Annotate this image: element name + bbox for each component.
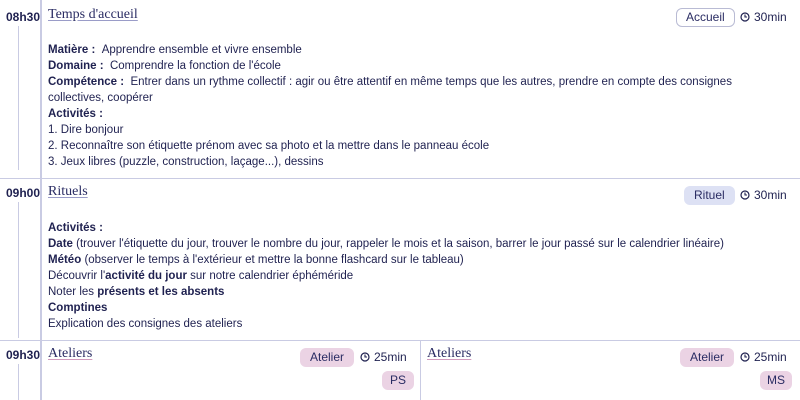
activity-item: 1. Dire bonjour — [48, 124, 124, 136]
slot-details — [48, 220, 788, 332]
matiere-value: Apprendre ensemble et vivre ensemble — [101, 44, 302, 56]
slot-details — [48, 42, 788, 170]
clock-icon — [740, 190, 750, 200]
activites-label: Activités : — [48, 108, 103, 120]
clock-icon — [740, 352, 750, 362]
decouvrir-text: Découvrir l' — [48, 270, 106, 282]
column-separator — [420, 340, 421, 400]
slot-title-link[interactable]: Temps d'accueil — [48, 7, 138, 22]
noter-bold: présents et les absents — [97, 286, 225, 298]
slot-time: 08h30 — [6, 10, 41, 24]
explication-text: Explication des consignes des ateliers — [48, 318, 243, 330]
duration — [360, 350, 407, 364]
category-badge: Atelier — [300, 348, 354, 367]
meteo-text: (observer le temps à l'extérieur et mettre la bonne flashcard sur le tableau) — [84, 254, 464, 266]
category-badge: Accueil — [676, 8, 735, 27]
timeline-tick — [18, 364, 19, 400]
activity-item: 3. Jeux libres (puzzle, construction, laçage...), dessins — [48, 156, 324, 168]
slot-time: 09h30 — [6, 348, 41, 362]
noter-text: Noter les — [48, 286, 95, 298]
clock-icon — [740, 12, 750, 22]
domaine-value: Comprendre la fonction de l'école — [109, 60, 281, 72]
timeline-tick — [18, 202, 19, 338]
category-badge: Rituel — [684, 186, 735, 205]
duration-label: 25min — [374, 350, 407, 364]
duration — [740, 10, 787, 24]
duration — [740, 188, 787, 202]
slot-title-link[interactable]: Ateliers — [48, 346, 93, 361]
activity-item: 2. Reconnaître son étiquette prénom avec sa photo et la mettre dans le panneau école — [48, 140, 490, 152]
duration-label: 30min — [754, 188, 787, 202]
decouvrir-bold: activité du jour — [105, 270, 187, 282]
slot-title-link[interactable]: Ateliers — [427, 346, 472, 361]
date-text: (trouver l'étiquette du jour, trouver le nombre du jour, rappeler le mois et la saison, barrer le jour passé sur le calendrier linéaire) — [76, 238, 724, 250]
row-separator — [0, 178, 800, 179]
row-separator — [0, 340, 800, 341]
duration — [740, 350, 787, 364]
decouvrir-rest: sur notre calendrier éphéméride — [190, 270, 354, 282]
duration-label: 30min — [754, 10, 787, 24]
category-badge: Atelier — [680, 348, 734, 367]
activites-label: Activités : — [48, 222, 103, 234]
competence-label: Compétence : — [48, 76, 125, 88]
timeline-tick — [18, 26, 19, 170]
date-label: Date — [48, 238, 73, 250]
comptines-label: Comptines — [48, 302, 108, 314]
matiere-label: Matière : — [48, 44, 96, 56]
level-badge: PS — [382, 371, 414, 390]
slot-time: 09h00 — [6, 186, 41, 200]
slot-title-link[interactable]: Rituels — [48, 184, 88, 199]
clock-icon — [360, 352, 370, 362]
domaine-label: Domaine : — [48, 60, 104, 72]
meteo-label: Météo — [48, 254, 82, 266]
duration-label: 25min — [754, 350, 787, 364]
level-badge: MS — [760, 371, 792, 390]
competence-value: Entrer dans un rythme collectif : agir ou être attentif en même temps que les autres, prendre en compte des consignes collectives, coopérer — [48, 76, 732, 104]
